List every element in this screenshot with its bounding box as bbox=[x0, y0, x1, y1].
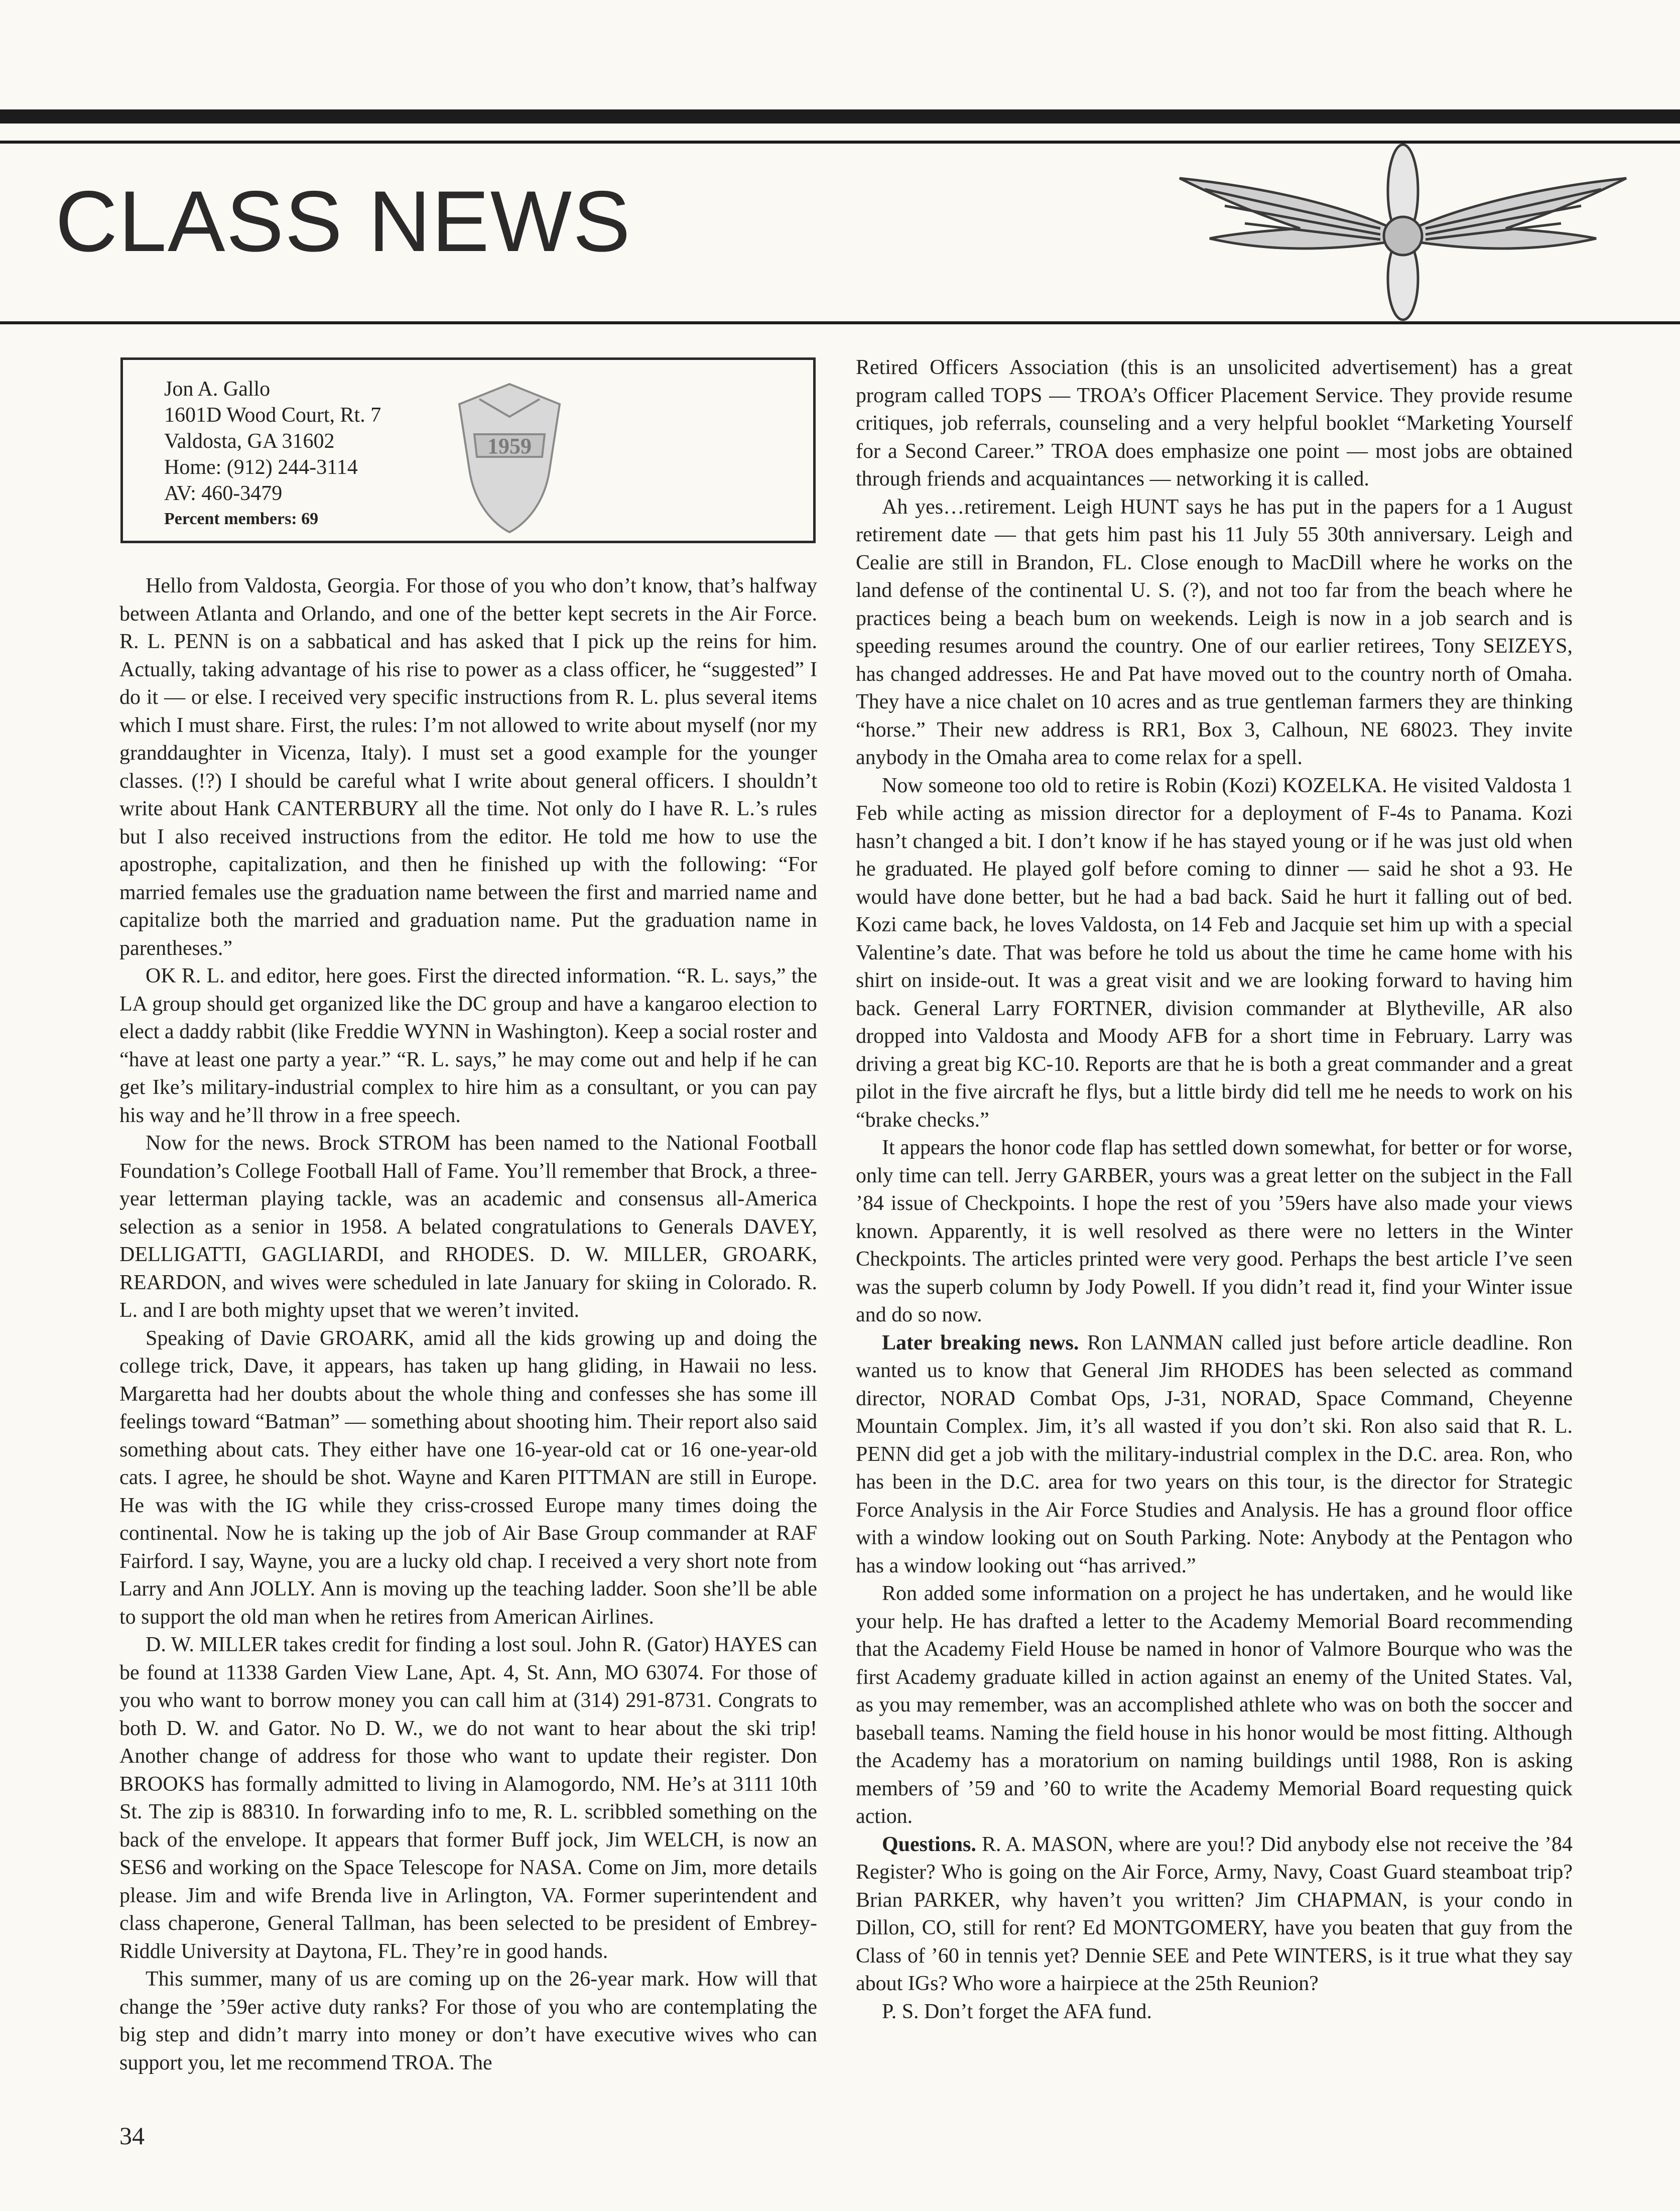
scribe-home-phone: Home: (912) 244-3114 bbox=[164, 456, 358, 479]
scribe-name: Jon A. Gallo bbox=[164, 378, 271, 401]
paragraph: Speaking of Davie GROARK, amid all the kids growing up and doing the college trick, Dave, it appears, has taken up hang gliding, in Hawaii no less. Margaretta had her doubts about the whole thing and confesses she has some ill feelings toward “Batman” — something about shooting him. Their report also said something about cats. They either have one 16-year-old cat or 16 one-year-old cats. I agree, he should be shot. Wayne and Karen PITTMAN are still in Europe. He was with the IG while they criss-crossed Europe many times doing the continental. Now he is taking up the job of Air Base Group commander at RAF Fairford. I say, Wayne, you are a lucky old chap. I received a very short note from Larry and Ann JOLLY. Ann is moving up the teaching ladder. Soon she’ll be able to support the old man when he retires from American Airlines. bbox=[119, 1326, 817, 1629]
paragraph: Ah yes…retirement. Leigh HUNT says he has put in the papers for a 1 August retirement date — that gets him past his 11 July 55 30th anniversary. Leigh and Cealie are still in Brandon, FL. Close enough to MacDill where he works on the land defense of the continental U. S. (?), and not too far from the beach where he practices being a beach bum on weekends. Leigh is now in a job search and is speeding resumes around the country. One of our earlier retirees, Tony SEIZEYS, has changed addresses. He and Pat have moved out to the country north of Omaha. They have a nice chalet on 10 acres and as true gentleman farmers they are thinking “horse.” Their new address is RR1, Box 3, Calhoun, NE 68023. They invite anybody in the Omaha area to come relax for a spell. bbox=[856, 495, 1573, 769]
crest-year: 1959 bbox=[487, 434, 532, 458]
class-crest-icon bbox=[449, 369, 570, 537]
scribe-street: 1601D Wood Court, Rt. 7 bbox=[164, 404, 381, 427]
paragraph-lead: Later breaking news. bbox=[882, 1331, 1079, 1355]
paragraph: Hello from Valdosta, Georgia. For those of you who don’t know, that’s halfway between Atlanta and Orlando, and one of the better kept secrets in the Air Force. R. L. PENN is on a sabbatical and has asked that I pick up the reins for him. Actually, taking advantage of his rise to power as a class officer, he “suggested” I do it — or else. I received very specific instructions from R. L. plus several items which I must share. First, the rules: I’m not allowed to write about myself (nor my granddaughter in Vicenza, Italy). I must set a good example for the younger classes. (!?) I should be careful what I write about general officers. I shouldn’t write about Hank CANTERBURY all the time. Not only do I have R. L.’s rules but I also received instructions from the editor. He told me how to use the apostrophe, capitalization, and then he finished up with the following: “For married females use the graduation name between the first and married name and capitalize both the married and graduation name. Put the graduation name in parentheses.” bbox=[119, 574, 817, 960]
paragraph: P. S. Don’t forget the AFA fund. bbox=[882, 2000, 1152, 2023]
scribe-city: Valdosta, GA 31602 bbox=[164, 430, 335, 453]
paragraph: This summer, many of us are coming up on the 26-year mark. How will that change the ’59er active duty ranks? For those of you who are contemplating the big step and didn’t marry into money or don’t have executive wives who can support you, let me recommend TROA. The bbox=[119, 1968, 817, 2074]
paragraph: It appears the honor code flap has settled down somewhat, for better or for worse, only time can tell. Jerry GARBER, yours was a great letter on the subject in the Fall ’84 issue of Checkpoints. I hope the rest of you ’59ers have also made your views known. Apparently, it is well resolved as there were no letters in the Winter Checkpoints. The articles printed were very good. Perhaps the best article I’ve seen was the superb column by Jody Powell. If you didn’t read it, find your Winter issue and do so now. bbox=[856, 1136, 1573, 1326]
header-rule-bottom bbox=[0, 321, 1680, 324]
paragraph: Now for the news. Brock STROM has been named to the National Football Foundation’s College Football Hall of Fame. You’ll remember that Brock, a three-year letterman playing tackle, was an academic and consensus all-America selection as a senior in 1958. A belated congratulations to Generals DAVEY, DELLIGATTI, GAGLIARDI, and RHODES. D. W. MILLER, GROARK, REARDON, and wives were scheduled in late January for skiing in Colorado. R. L. and I are both mighty upset that we weren’t invited. bbox=[119, 1132, 817, 1322]
winged-propeller-insignia-icon bbox=[1170, 143, 1636, 321]
page-title: CLASS NEWS bbox=[55, 173, 631, 270]
paragraph bbox=[856, 1831, 1573, 1998]
paragraph-body: R. A. MASON, where are you!? Did anybody else not receive the ’84 Register? Who is going on the Air Force, Army, Navy, Coast Guard steamboat trip? Brian PARKER, why haven’t you written? Jim CHAPMAN, is your condo in Dillon, CO, still for rent? Ed MONTGOMERY, have you beaten that guy from the Class of ’60 in tennis yet? Dennie SEE and Pete WINTERS, is it true what they say about IGs? Who wore a hairpiece at the 25th Reunion? bbox=[856, 1832, 1573, 1995]
paragraph: D. W. MILLER takes credit for finding a lost soul. John R. (Gator) HAYES can be found at 11338 Garden View Lane, Apt. 4, St. Ann, MO 63074. For those of you who want to borrow money you can call him at (314) 291-8731. Congrats to both D. W. and Gator. No D. W., we do not want to hear about the ski trip! Another change of address for those who want to update their register. Don BROOKS has formally admitted to living in Alamogordo, NM. He’s at 3111 10th St. The zip is 88310. In forwarding info to me, R. L. scribbled something on the back of the envelope. It appears that former Buff jock, Jim WELCH, is now an SES6 and working on the Space Telescope for NASA. Come on Jim, more details please. Jim and wife Brenda live in Arlington, VA. Former superintendent and class chaperone, General Tallman, has been selected to be president of Embrey-Riddle University at Daytona, FL. They’re in good hands. bbox=[119, 1633, 817, 1963]
paragraph: Ron added some information on a project he has undertaken, and he would like your help. He has drafted a letter to the Academy Memorial Board recommending that the Academy Field House be named in honor of Valmore Bourque who was the first Academy graduate killed in action against an enemy of the United States. Val, as you may remember, was an accomplished athlete who was on both the soccer and baseball teams. Naming the field house in his honor would be most fitting. Although the Academy has a moratorium on naming buildings until 1988, Ron is asking members of ’59 and ’60 to write the Academy Memorial Board requesting quick action. bbox=[856, 1582, 1573, 1828]
percent-members: Percent members: 69 bbox=[164, 510, 319, 528]
paragraph: Retired Officers Association (this is an unsolicited advertisement) has a great program called TOPS — TROA’s Officer Placement Service. They provide resume critiques, job referrals, counseling and a very helpful booklet “Marketing Yourself for a Second Career.” TROA does emphasize one point — most jobs are obtained through friends and acquaintances — networking it is called. bbox=[856, 356, 1573, 490]
paragraph bbox=[856, 1329, 1573, 1580]
header-rule-thick bbox=[0, 109, 1680, 124]
paragraph: OK R. L. and editor, here goes. First the directed information. “R. L. says,” the LA group should get organized like the DC group and have a kangaroo election to elect a daddy rabbit (like Freddie WYNN in Washington). Keep a social roster and “have at least one party a year.” “R. L. says,” he may come out and help if he can get Ike’s military-industrial complex to hire him as a consultant, or you can pay his way and he’ll throw in a free speech. bbox=[119, 964, 817, 1127]
class-scribe-contact-box bbox=[120, 357, 816, 543]
scribe-av-phone: AV: 460-3479 bbox=[164, 482, 283, 505]
right-column bbox=[856, 354, 1573, 2026]
paragraph: Now someone too old to retire is Robin (Kozi) KOZELKA. He visited Valdosta 1 Feb while acting as mission director for a deployment of F-4s to Panama. Kozi hasn’t changed a bit. I don’t know if he has stayed young or if he was just old when he graduated. He played golf before coming to dinner — said he shot a 93. He would have done better, but he had a bad back. Said he hurt it falling out of bed. Kozi came back, he loves Valdosta, on 14 Feb and Jacquie set him up with a special Valentine’s date. That was before he told us about the time he came home with his shirt on inside-out. It was a great visit and we are looking forward to having him back. General Larry FORTNER, division commander at Blytheville, AR also dropped into Valdosta and Moody AFB for a short time in February. Larry was driving a great big KC-10. Reports are that he is both a great commander and a great pilot in the five aircraft he flys, but a little birdy did tell me he needs to work on his “brake checks.” bbox=[856, 774, 1573, 1132]
left-column bbox=[119, 572, 817, 2077]
page-number: 34 bbox=[119, 2122, 145, 2150]
paragraph-lead: Questions. bbox=[882, 1832, 976, 1856]
paragraph-body: Ron LANMAN called just before article deadline. Ron wanted us to know that General Jim RHODES has been selected as command director, NORAD Combat Ops, J-31, NORAD, Space Command, Cheyenne Mountain Complex. Jim, it’s all wasted if you don’t ski. Ron also said that R. L. PENN did get a job with the military-industrial complex in the D.C. area. Ron, who has been in the D.C. area for two years on this tour, is the director for Strategic Force Analysis in the Air Force Studies and Analysis. He has a ground floor office with a window looking out on South Parking. Note: Anybody at the Pentagon who has a window looking out “has arrived.” bbox=[856, 1331, 1573, 1577]
